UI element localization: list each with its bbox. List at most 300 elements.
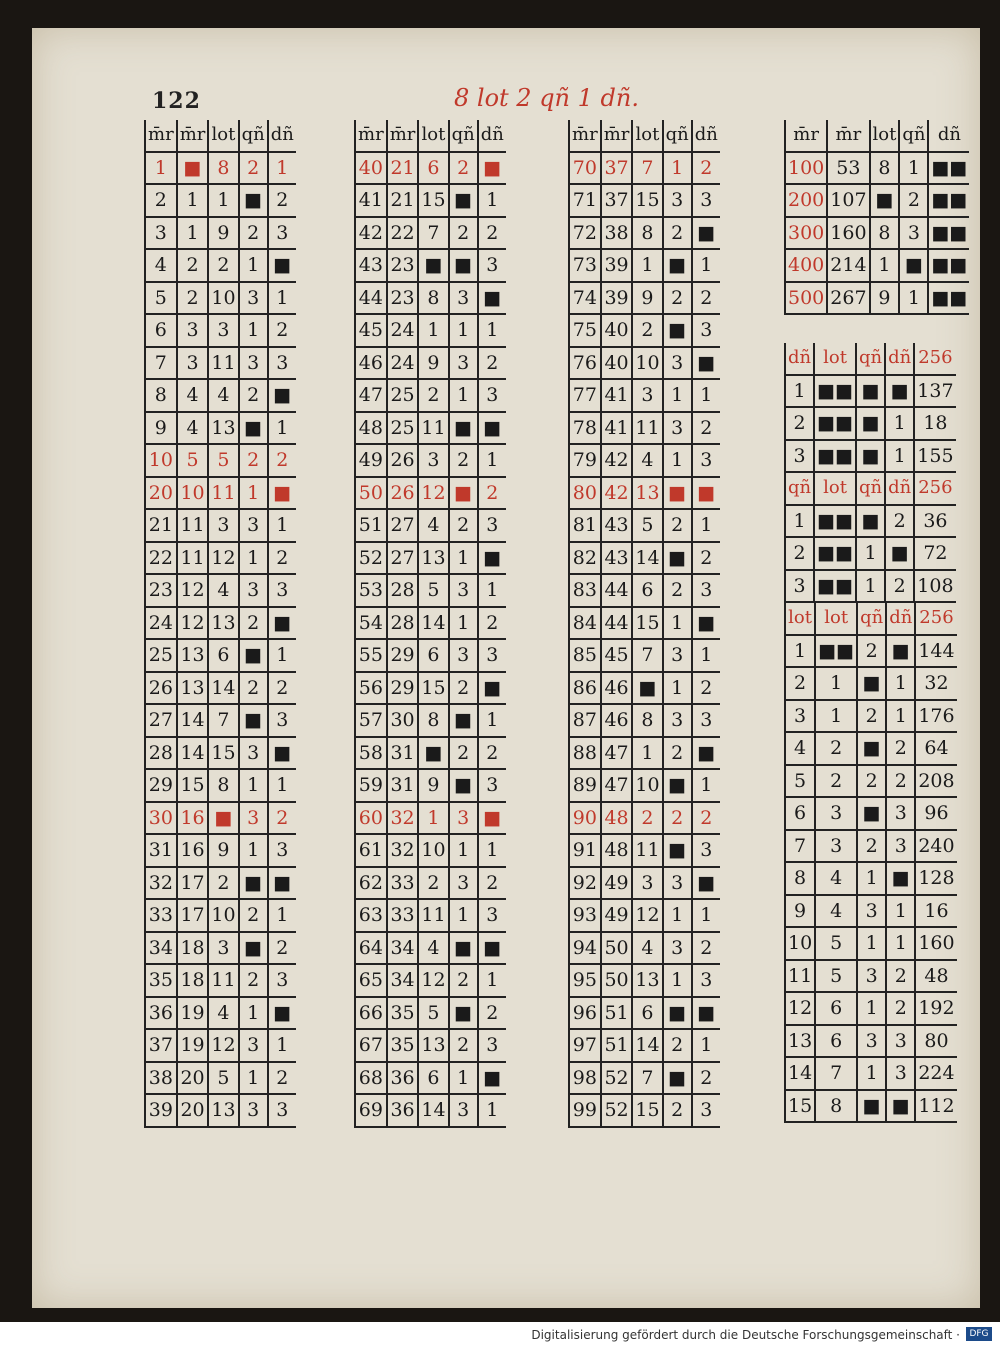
table-cell: 2 xyxy=(268,672,296,705)
table-cell: 53 xyxy=(827,152,869,185)
table-row xyxy=(145,607,296,640)
table-cell: 2 xyxy=(692,1062,720,1095)
table-row xyxy=(355,672,506,705)
table-cell: 1 xyxy=(239,477,268,510)
table-cell: 34 xyxy=(387,932,419,965)
column-header: lot xyxy=(418,120,448,152)
table-row xyxy=(569,997,720,1030)
table-row xyxy=(785,375,956,408)
table-cell: ■ xyxy=(239,184,268,217)
table-cell: 1 xyxy=(239,542,268,575)
table-cell: 2 xyxy=(478,997,506,1030)
table-cell: ■ xyxy=(856,440,885,473)
table-cell: 22 xyxy=(145,542,177,575)
table-row xyxy=(785,700,957,733)
table-row xyxy=(355,152,506,185)
table-row xyxy=(355,379,506,412)
table-row xyxy=(355,932,506,965)
table-row xyxy=(145,834,296,867)
table-cell: 76 xyxy=(569,347,601,380)
table-cell: 18 xyxy=(177,932,209,965)
table-cell: 6 xyxy=(418,152,448,185)
table-cell: 1 xyxy=(177,184,209,217)
column-header: qñ xyxy=(857,603,886,635)
table-cell: 5 xyxy=(815,960,857,993)
table-cell: 39 xyxy=(601,249,633,282)
table-cell: 87 xyxy=(569,704,601,737)
table-cell: 47 xyxy=(601,769,633,802)
table-cell: 1 xyxy=(449,542,478,575)
table-row xyxy=(355,964,506,997)
table-cell: 58 xyxy=(355,737,387,770)
table-cell: ■ xyxy=(268,477,296,510)
table-cell: 2 xyxy=(663,802,692,835)
table-cell: 94 xyxy=(569,932,601,965)
table-row xyxy=(569,444,720,477)
table-cell: 1 xyxy=(885,440,914,473)
table-cell: 14 xyxy=(177,704,209,737)
table-row xyxy=(355,412,506,445)
table-cell: 16 xyxy=(177,802,209,835)
table-1 xyxy=(144,120,296,1128)
table-cell: 2 xyxy=(857,700,886,733)
table-cell: 3 xyxy=(449,802,478,835)
table-cell: 7 xyxy=(815,1057,857,1090)
table-cell: 81 xyxy=(569,509,601,542)
table-cell: 11 xyxy=(208,964,238,997)
table-cell: 6 xyxy=(632,574,662,607)
table-cell: 61 xyxy=(355,834,387,867)
table-row xyxy=(785,765,957,798)
table-cell: 2 xyxy=(478,217,506,250)
table-cell: 4 xyxy=(145,249,177,282)
table-cell: 2 xyxy=(478,737,506,770)
table-cell: 137 xyxy=(914,375,955,408)
table-column-4 xyxy=(784,120,969,1123)
table-cell: 3 xyxy=(857,895,886,928)
table-cell: 9 xyxy=(418,769,448,802)
table-4-sub1 xyxy=(784,343,956,473)
table-cell: 12 xyxy=(208,1029,238,1062)
table-cell: 1 xyxy=(663,672,692,705)
table-cell: 3 xyxy=(663,184,692,217)
table-cell: 10 xyxy=(632,769,662,802)
table-cell: 1 xyxy=(239,1062,268,1095)
table-cell: ■ xyxy=(856,407,885,440)
table-cell: 4 xyxy=(208,379,238,412)
table-cell: 2 xyxy=(239,379,268,412)
table-cell: 1 xyxy=(478,834,506,867)
table-cell: 3 xyxy=(478,379,506,412)
table-cell: 3 xyxy=(692,314,720,347)
table-cell: 44 xyxy=(355,282,387,315)
table-cell: 15 xyxy=(177,769,209,802)
table-cell: 95 xyxy=(569,964,601,997)
table-cell: 3 xyxy=(449,867,478,900)
table-cell: 13 xyxy=(418,1029,448,1062)
table-cell: 41 xyxy=(601,412,633,445)
table-cell: 12 xyxy=(418,477,448,510)
table-cell: 1 xyxy=(785,375,814,408)
table-row xyxy=(145,899,296,932)
table-cell: 26 xyxy=(145,672,177,705)
table-cell: 23 xyxy=(387,249,419,282)
table-4-sub3 xyxy=(784,603,957,1123)
table-row xyxy=(145,639,296,672)
table-cell: 1 xyxy=(239,769,268,802)
table-cell: ■ xyxy=(239,639,268,672)
table-cell: 25 xyxy=(145,639,177,672)
table-cell: 1 xyxy=(268,639,296,672)
table-row xyxy=(785,830,957,863)
table-cell: ■ xyxy=(177,152,209,185)
column-header: dñ xyxy=(886,603,915,635)
table-cell: ■ xyxy=(239,867,268,900)
table-row xyxy=(145,477,296,510)
table-cell: 66 xyxy=(355,997,387,1030)
table-cell: 55 xyxy=(355,639,387,672)
column-header: lot xyxy=(870,120,900,152)
table-row xyxy=(145,542,296,575)
table-cell: ■ xyxy=(692,997,720,1030)
table-row xyxy=(355,282,506,315)
table-cell: 84 xyxy=(569,607,601,640)
table-cell: 34 xyxy=(387,964,419,997)
table-row xyxy=(569,379,720,412)
table-cell: 3 xyxy=(632,867,662,900)
column-header: qñ xyxy=(239,120,268,152)
table-cell: 2 xyxy=(886,992,915,1025)
column-header: dñ xyxy=(692,120,720,152)
table-cell: 28 xyxy=(145,737,177,770)
table-cell: 14 xyxy=(632,542,662,575)
table-row xyxy=(355,217,506,250)
table-cell: 1 xyxy=(857,862,886,895)
table-cell: ■ xyxy=(692,607,720,640)
table-cell: 27 xyxy=(145,704,177,737)
table-cell: 4 xyxy=(418,509,448,542)
table-cell: ■ xyxy=(857,667,886,700)
table-cell: 2 xyxy=(449,1029,478,1062)
table-row xyxy=(355,867,506,900)
table-cell: 3 xyxy=(692,1094,720,1127)
table-cell: 2 xyxy=(663,1029,692,1062)
table-cell: 90 xyxy=(569,802,601,835)
table-cell: 1 xyxy=(268,152,296,185)
table-cell: 5 xyxy=(418,997,448,1030)
table-cell: 6 xyxy=(418,1062,448,1095)
table-cell: 46 xyxy=(601,704,633,737)
table-cell: 3 xyxy=(815,797,857,830)
table-cell: 47 xyxy=(355,379,387,412)
table-cell: 12 xyxy=(177,607,209,640)
table-cell: 1 xyxy=(268,1029,296,1062)
table-cell: 1 xyxy=(663,899,692,932)
table-cell: 1 xyxy=(478,704,506,737)
table-cell: 12 xyxy=(785,992,815,1025)
table-row xyxy=(145,964,296,997)
table-row xyxy=(785,927,957,960)
table-cell: ■ xyxy=(449,932,478,965)
table-cell: 2 xyxy=(449,737,478,770)
table-cell: 1 xyxy=(478,184,506,217)
table-cell: 11 xyxy=(418,412,448,445)
table-3 xyxy=(568,120,720,1128)
table-row xyxy=(355,834,506,867)
table-cell: 1 xyxy=(785,635,815,668)
table-4-sub2 xyxy=(784,473,956,603)
table-cell: 1 xyxy=(663,964,692,997)
table-row xyxy=(355,574,506,607)
table-row xyxy=(145,672,296,705)
table-cell: 3 xyxy=(663,932,692,965)
table-cell: 83 xyxy=(569,574,601,607)
table-cell: 2 xyxy=(478,477,506,510)
table-cell: 3 xyxy=(478,769,506,802)
table-cell: 3 xyxy=(886,797,915,830)
table-row xyxy=(145,217,296,250)
table-cell: 39 xyxy=(145,1094,177,1127)
table-cell: 2 xyxy=(692,152,720,185)
table-cell: 1 xyxy=(449,314,478,347)
table-cell: ■ xyxy=(663,542,692,575)
table-cell: 23 xyxy=(387,282,419,315)
table-row xyxy=(569,737,720,770)
table-cell: 14 xyxy=(785,1057,815,1090)
table-row xyxy=(785,184,969,217)
table-cell: 54 xyxy=(355,607,387,640)
table-cell: 31 xyxy=(145,834,177,867)
table-cell: 3 xyxy=(692,444,720,477)
table-cell: ■ xyxy=(663,477,692,510)
table-cell: 3 xyxy=(785,700,815,733)
table-cell: 3 xyxy=(663,704,692,737)
table-cell: 3 xyxy=(478,1029,506,1062)
table-cell: 2 xyxy=(857,765,886,798)
table-cell: 11 xyxy=(208,477,238,510)
table-cell: 15 xyxy=(632,184,662,217)
table-cell: 7 xyxy=(632,1062,662,1095)
table-cell: 11 xyxy=(632,412,662,445)
table-cell: 20 xyxy=(177,1094,209,1127)
table-row xyxy=(785,570,956,603)
table-row xyxy=(569,899,720,932)
table-row xyxy=(569,477,720,510)
table-cell: 3 xyxy=(663,639,692,672)
table-cell: 7 xyxy=(208,704,238,737)
table-cell: 40 xyxy=(601,347,633,380)
table-row xyxy=(569,932,720,965)
table-cell: 89 xyxy=(569,769,601,802)
table-cell: 43 xyxy=(601,542,633,575)
table-cell: ■ xyxy=(857,732,886,765)
table-row xyxy=(785,407,956,440)
table-cell: 57 xyxy=(355,704,387,737)
table-cell: 3 xyxy=(208,509,238,542)
table-row xyxy=(569,314,720,347)
table-row xyxy=(145,1062,296,1095)
column-header: m̄r xyxy=(177,120,209,152)
table-row xyxy=(785,667,957,700)
table-row xyxy=(355,639,506,672)
table-cell: 60 xyxy=(355,802,387,835)
table-cell: 64 xyxy=(915,732,956,765)
table-cell: 2 xyxy=(268,802,296,835)
table-header-row xyxy=(785,343,956,375)
table-cell: 3 xyxy=(886,1057,915,1090)
table-cell: 1 xyxy=(899,152,928,185)
table-row xyxy=(355,1062,506,1095)
table-cell: 3 xyxy=(208,314,238,347)
table-cell: 43 xyxy=(355,249,387,282)
table-cell: 45 xyxy=(601,639,633,672)
table-row xyxy=(145,152,296,185)
table-row xyxy=(785,732,957,765)
table-cell: 1 xyxy=(692,769,720,802)
table-cell: 35 xyxy=(387,997,419,1030)
table-cell: 4 xyxy=(815,862,857,895)
table-cell: ■■ xyxy=(928,249,969,282)
table-cell: 2 xyxy=(478,347,506,380)
table-cell: 3 xyxy=(268,834,296,867)
page-number: 122 xyxy=(152,88,201,114)
table-cell: 1 xyxy=(632,249,662,282)
table-cell: 15 xyxy=(632,1094,662,1127)
table-cell: 8 xyxy=(785,862,815,895)
table-cell: ■ xyxy=(663,834,692,867)
table-cell: 3 xyxy=(449,574,478,607)
table-row xyxy=(355,704,506,737)
table-cell: 24 xyxy=(145,607,177,640)
table-cell: ■ xyxy=(478,412,506,445)
table-cell: 78 xyxy=(569,412,601,445)
table-cell: 44 xyxy=(601,574,633,607)
table-cell: 192 xyxy=(915,992,956,1025)
table-cell: 36 xyxy=(914,505,955,538)
table-cell: 3 xyxy=(692,184,720,217)
table-cell: 16 xyxy=(915,895,956,928)
table-cell: 33 xyxy=(387,867,419,900)
table-cell: 3 xyxy=(815,830,857,863)
table-row xyxy=(355,802,506,835)
column-header: qñ xyxy=(449,120,478,152)
table-row xyxy=(355,737,506,770)
table-cell: 35 xyxy=(145,964,177,997)
table-cell: 3 xyxy=(663,347,692,380)
table-cell: 14 xyxy=(418,1094,448,1127)
table-cell: 15 xyxy=(418,672,448,705)
table-cell: 2 xyxy=(815,765,857,798)
table-cell: 2 xyxy=(785,537,814,570)
table-cell: 34 xyxy=(145,932,177,965)
table-cell: 35 xyxy=(387,1029,419,1062)
table-cell: 9 xyxy=(418,347,448,380)
table-cell: 56 xyxy=(355,672,387,705)
column-header: m̄r xyxy=(387,120,419,152)
table-cell: 2 xyxy=(692,932,720,965)
table-cell: 17 xyxy=(177,867,209,900)
table-cell: 77 xyxy=(569,379,601,412)
table-row xyxy=(569,639,720,672)
table-row xyxy=(569,607,720,640)
table-row xyxy=(355,542,506,575)
table-cell: 79 xyxy=(569,444,601,477)
table-cell: 2 xyxy=(239,964,268,997)
table-cell: 99 xyxy=(569,1094,601,1127)
table-cell: ■ xyxy=(478,802,506,835)
table-cell: 2 xyxy=(268,542,296,575)
table-cell: ■ xyxy=(268,997,296,1030)
table-row xyxy=(785,249,969,282)
table-cell: ■ xyxy=(239,932,268,965)
table-cell: 224 xyxy=(915,1057,956,1090)
table-cell: 176 xyxy=(915,700,956,733)
table-cell: 49 xyxy=(601,899,633,932)
table-cell: 2 xyxy=(663,217,692,250)
table-cell: 500 xyxy=(785,282,827,315)
table-cell: 2 xyxy=(239,607,268,640)
table-cell: 27 xyxy=(387,509,419,542)
table-cell: 2 xyxy=(886,732,915,765)
table-row xyxy=(569,964,720,997)
table-cell: 2 xyxy=(886,960,915,993)
table-cell: 73 xyxy=(569,249,601,282)
table-cell: 3 xyxy=(177,314,209,347)
table-cell: 4 xyxy=(815,895,857,928)
table-cell: 36 xyxy=(387,1094,419,1127)
table-cell: 62 xyxy=(355,867,387,900)
table-cell: 32 xyxy=(145,867,177,900)
table-cell: 2 xyxy=(177,282,209,315)
table-cell: ■ xyxy=(899,249,928,282)
table-cell: 67 xyxy=(355,1029,387,1062)
table-cell: 1 xyxy=(239,249,268,282)
table-cell: 3 xyxy=(239,574,268,607)
table-cell: 2 xyxy=(886,765,915,798)
table-cell: 9 xyxy=(785,895,815,928)
table-cell: ■ xyxy=(663,997,692,1030)
table-cell: 1 xyxy=(478,444,506,477)
table-cell: ■ xyxy=(856,505,885,538)
page-title: 8 lot 2 qñ 1 dñ. xyxy=(454,84,639,112)
table-cell: 6 xyxy=(785,797,815,830)
table-cell: 21 xyxy=(387,184,419,217)
table-column-2 xyxy=(354,120,506,1128)
table-cell: 36 xyxy=(387,1062,419,1095)
table-cell: 91 xyxy=(569,834,601,867)
table-cell: 2 xyxy=(692,802,720,835)
column-header: lot xyxy=(632,120,662,152)
table-cell: 5 xyxy=(177,444,209,477)
table-row xyxy=(569,509,720,542)
table-cell: 6 xyxy=(145,314,177,347)
table-cell: 8 xyxy=(208,152,238,185)
table-header-row xyxy=(785,473,956,505)
table-cell: 240 xyxy=(915,830,956,863)
table-cell: 1 xyxy=(177,217,209,250)
column-header: m̄r xyxy=(355,120,387,152)
table-cell: 2 xyxy=(418,379,448,412)
table-cell: 24 xyxy=(387,347,419,380)
table-cell: 32 xyxy=(915,667,956,700)
table-cell: 1 xyxy=(870,249,900,282)
table-cell: 20 xyxy=(145,477,177,510)
table-cell: 70 xyxy=(569,152,601,185)
table-row xyxy=(569,1062,720,1095)
table-row xyxy=(145,737,296,770)
table-cell: 45 xyxy=(355,314,387,347)
table-cell: 2 xyxy=(899,184,928,217)
